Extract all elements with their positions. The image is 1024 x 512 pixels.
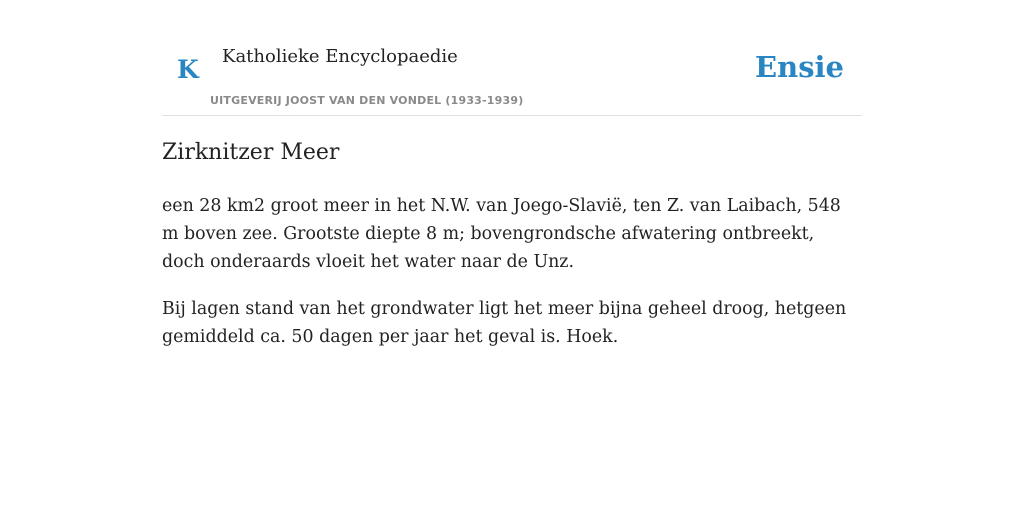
article-title: Zirknitzer Meer [162, 140, 340, 165]
article-body [162, 192, 862, 370]
article-paragraph: Bij lagen stand van het grondwater ligt het meer bijna geheel droog, hetgeen gemiddeld ca. 50 dagen per jaar het geval is. Hoek. [162, 299, 847, 347]
article-paragraph: een 28 km2 groot meer in het N.W. van Joego-Slavië, ten Z. van Laibach, 548 m boven zee. Grootste diepte 8 m; bovengrondsche afwatering ontbreekt, doch onderaards vloeit het water naar de Unz. [162, 196, 841, 272]
encyclopedia-title-link[interactable]: Katholieke Encyclopaedie [222, 46, 458, 67]
ensie-logo-link[interactable]: Ensie [755, 50, 844, 84]
publisher-label: UITGEVERIJ JOOST VAN DEN VONDEL (1933-1939) [210, 94, 524, 107]
encyclopedia-logo[interactable]: K [177, 55, 199, 84]
page-container [162, 0, 862, 347]
site-header [162, 0, 862, 116]
